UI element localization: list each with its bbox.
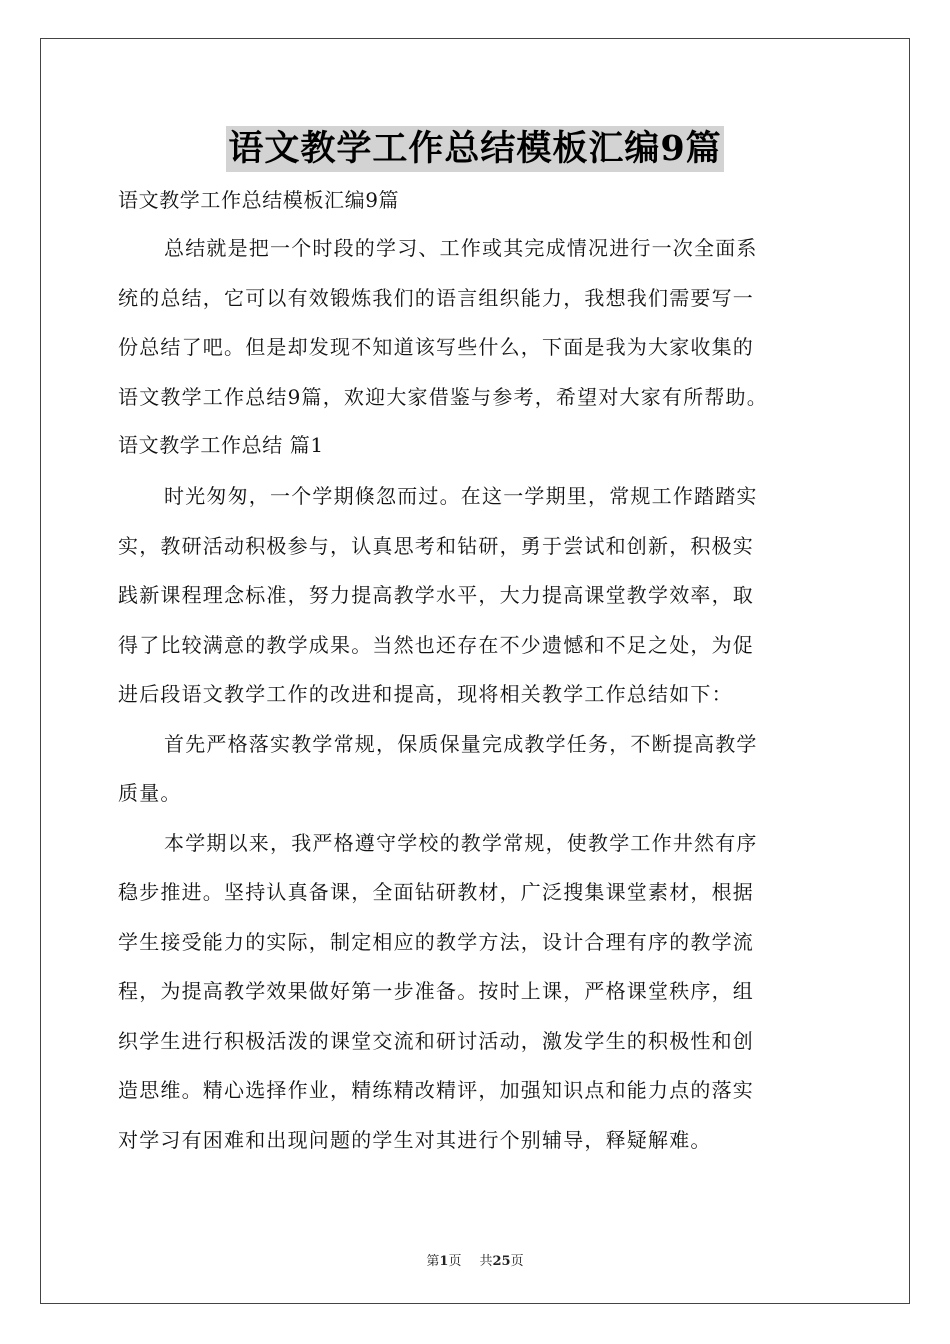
title-container	[0, 126, 950, 172]
document-body	[118, 182, 836, 1165]
paragraph-line: 学生接受能力的实际，制定相应的教学方法，设计合理有序的教学流	[118, 929, 754, 954]
paragraph-line: 本学期以来，我严格遵守学校的教学常规，使教学工作井然有序	[164, 830, 758, 855]
page-suffix: 页	[448, 1254, 462, 1269]
body-paragraph-2	[118, 720, 836, 819]
paragraph-line: 份总结了吧。但是却发现不知道该写些什么，下面是我为大家收集的	[118, 335, 754, 359]
total-suffix: 页	[510, 1254, 524, 1269]
paragraph-line: 践新课程理念标准，努力提高教学水平，大力提高课堂教学效率，取	[118, 583, 754, 607]
paragraph-line: 首先严格落实教学常规，保质保量完成教学任务，不断提高教学	[164, 731, 758, 756]
page-number: 1	[439, 1254, 449, 1269]
body-paragraph-3	[118, 819, 836, 1166]
paragraph-line: 进后段语文教学工作的改进和提高，现将相关教学工作总结如下：	[118, 682, 733, 706]
paragraph-line: 得了比较满意的教学成果。当然也还存在不少遗憾和不足之处，为促	[118, 632, 754, 657]
paragraph-line: 统的总结，它可以有效锻炼我们的语言组织能力，我想我们需要写一	[118, 285, 754, 310]
body-paragraph-1	[118, 472, 836, 720]
page-footer	[0, 1250, 950, 1269]
paragraph-line: 程，为提高教学效果做好第一步准备。按时上课，严格课堂秩序，组	[118, 979, 754, 1003]
page-prefix: 第	[426, 1254, 440, 1269]
paragraph-line: 织学生进行积极活泼的课堂交流和研讨活动，激发学生的积极性和创	[118, 1028, 754, 1053]
document-subtitle: 语文教学工作总结模板汇编9篇	[118, 188, 400, 212]
intro-paragraph	[118, 224, 836, 422]
paragraph-line: 语文教学工作总结9篇，欢迎大家借鉴与参考，希望对大家有所帮助。	[118, 384, 768, 409]
total-prefix: 共	[479, 1254, 493, 1269]
paragraph-line: 总结就是把一个时段的学习、工作或其完成情况进行一次全面系	[164, 236, 758, 260]
paragraph-line: 稳步推进。坚持认真备课，全面钻研教材，广泛搜集课堂素材，根据	[118, 880, 754, 904]
paragraph-line: 对学习有困难和出现问题的学生对其进行个别辅导，释疑解难。	[118, 1127, 712, 1152]
total-pages: 25	[492, 1254, 511, 1269]
paragraph-line: 实，教研活动积极参与，认真思考和钻研，勇于尝试和创新，积极实	[118, 533, 754, 558]
paragraph-line: 造思维。精心选择作业，精练精改精评，加强知识点和能力点的落实	[118, 1078, 754, 1102]
paragraph-line: 时光匆匆，一个学期倏忽而过。在这一学期里，常规工作踏踏实	[164, 484, 758, 508]
document-title: 语文教学工作总结模板汇编9篇	[226, 126, 723, 172]
paragraph-line: 质量。	[118, 781, 182, 805]
section-heading: 语文教学工作总结 篇1	[118, 433, 324, 457]
